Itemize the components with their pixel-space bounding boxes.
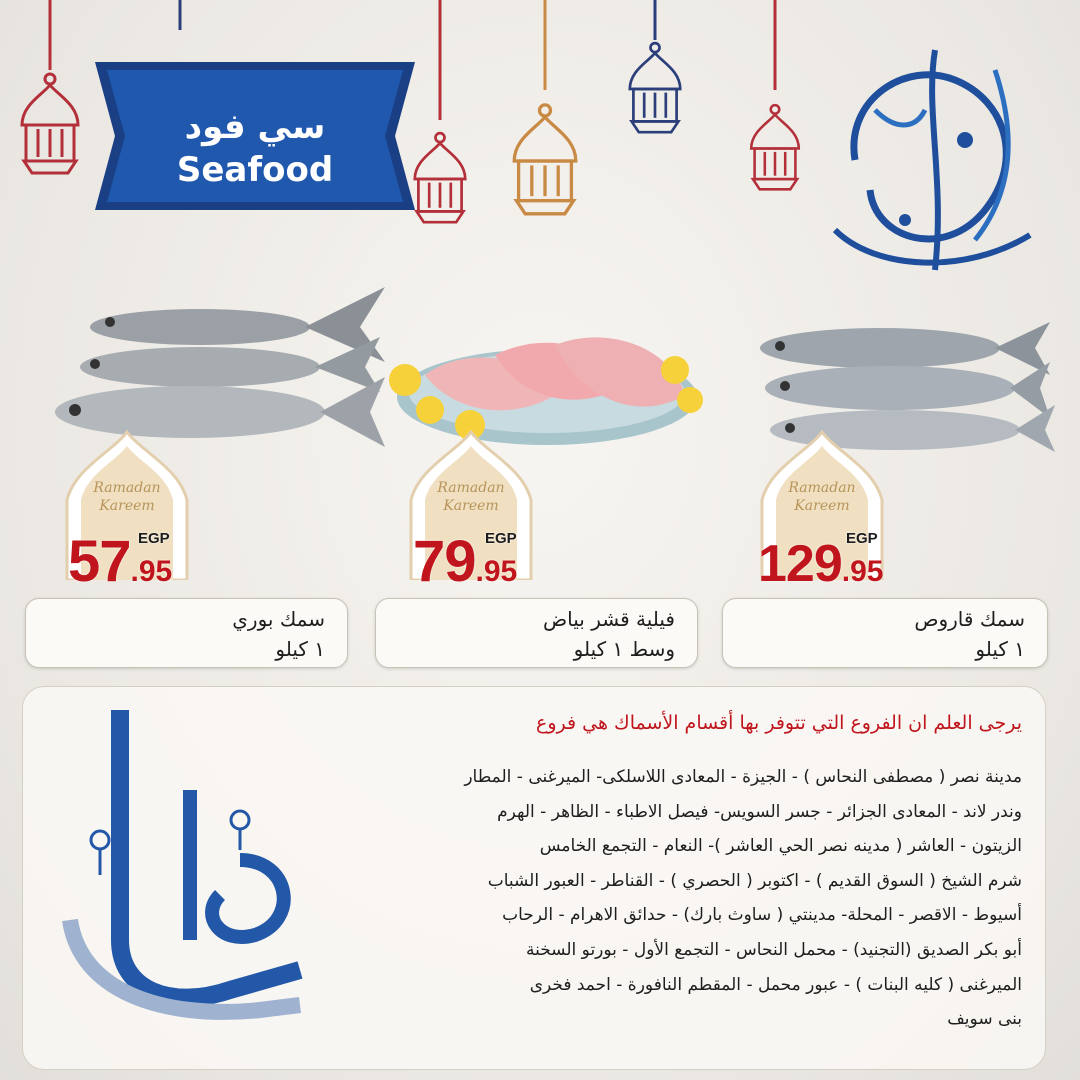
branches-notice-title: يرجى العلم ان الفروع التي تتوفر بها أقسام الأسماك هي فروع	[536, 712, 1022, 734]
product-name: سمك قاروص	[914, 607, 1025, 631]
branch-line: شرم الشيخ ( السوق القديم ) - اكتوبر ( الحصري ) - القناطر - العبور الشباب	[487, 870, 1022, 891]
svg-text:Kareem: Kareem	[443, 498, 499, 514]
ramadan-kareem-calligraphy-logo	[815, 20, 1055, 290]
lantern-blue-center	[630, 0, 680, 132]
currency-label: EGP	[846, 530, 878, 547]
price-sea-bass	[758, 530, 884, 594]
branch-line: الزيتون - العاشر ( مدينه نصر الحي العاشر )- النعام - التجمع الخامس	[539, 836, 1022, 857]
svg-text:Kareem: Kareem	[794, 498, 850, 514]
branch-line: مدينة نصر ( مصطفى النحاس ) - الجيزة - المعادى اللاسلكى- الميرغنى - المطار	[464, 767, 1022, 787]
branch-line: أبو بكر الصديق (التجنيد) - محمل النحاس - التجمع الأول - بورتو السخنة	[525, 939, 1022, 960]
svg-text:Ramadan: Ramadan	[788, 480, 856, 496]
product-weight: وسط ١ كيلو	[573, 637, 675, 661]
branch-line: وندر لاند - المعادى الجزائر - جسر السويس- فيصل الاطباء - الظاهر - الهرم	[497, 801, 1022, 822]
price-main: 79	[413, 529, 476, 594]
price-fraction: .95	[841, 555, 884, 588]
branches-list	[302, 760, 1022, 1037]
product-name-box	[375, 598, 698, 668]
price-main: 129	[758, 535, 842, 593]
lantern-red-left	[22, 0, 78, 173]
ramadan-yagmaana-calligraphy-logo	[40, 690, 330, 1060]
price-mullet	[68, 528, 172, 595]
svg-text:Kareem: Kareem	[99, 498, 155, 514]
lantern-gold-center	[514, 0, 576, 214]
page-title	[95, 106, 415, 191]
branch-line: أسيوط - الاقصر - المحلة- مدينتي ( ساوث بارك) - حدائق الاهرام - الرحاب	[502, 905, 1022, 926]
currency-label: EGP	[485, 530, 517, 547]
price-main: 57	[68, 529, 131, 594]
branch-line: بنى سويف	[947, 1009, 1022, 1030]
price-fillet	[413, 528, 517, 595]
product-name-box	[25, 598, 348, 668]
lantern-red-center	[415, 0, 465, 222]
title-arabic: سي فود	[184, 107, 326, 147]
product-name: فيلية قشر بياض	[542, 607, 675, 631]
branch-line: الميرغنى ( كليه البنات ) - عبور محمل - المقطم النافورة - احمد فخرى	[529, 974, 1022, 995]
svg-text:Ramadan: Ramadan	[437, 480, 505, 496]
product-weight: ١ كيلو	[275, 637, 325, 661]
product-weight: ١ كيلو	[975, 637, 1025, 661]
product-name-box	[722, 598, 1048, 668]
currency-label: EGP	[138, 530, 170, 547]
price-fraction: .95	[475, 555, 518, 588]
title-english: Seafood	[176, 149, 334, 190]
svg-text:Ramadan: Ramadan	[93, 480, 161, 496]
price-fraction: .95	[130, 555, 173, 588]
lantern-red-right	[751, 0, 799, 189]
product-name: سمك بوري	[232, 607, 325, 631]
